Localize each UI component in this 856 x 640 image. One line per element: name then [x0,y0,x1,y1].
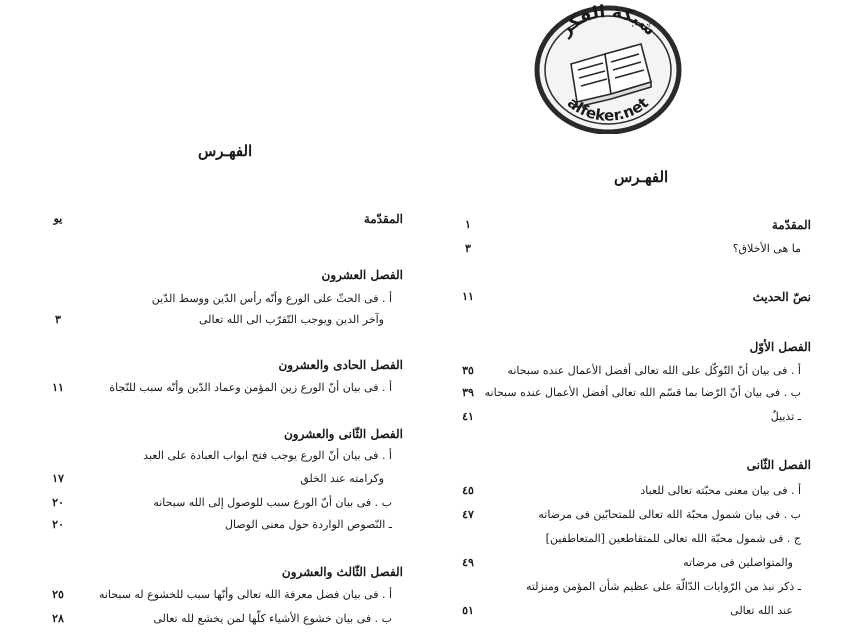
toc-entry-text: عند الله تعالى [730,604,793,617]
toc-entry-row [428,484,856,502]
toc-heading-row [428,290,856,308]
toc-page-number: ٤٧ [462,508,474,521]
toc-entry-row [0,496,428,514]
toc-heading-row [0,358,428,376]
toc-entry-row [0,612,428,630]
toc-entry-text: ج . فى شمول محبّة الله تعالى للمتقاطعين [المتعاطفين] [545,532,801,545]
toc-heading-text: الفصل الحادى والعشرون [278,358,403,372]
toc-entry-row [428,532,856,550]
toc-entry-row [428,410,856,428]
toc-entry-text: وآخر الدين ويوجب التّقرّب الى الله تعالى [199,313,384,326]
toc-entry-text: ب . فى بيان خشوع الأشياء كلّها لمن يخشع لله تعالى [153,612,392,625]
toc-page-number: يو [53,212,63,225]
toc-entry-text: أ . فى بيان أنّ الورع زين المؤمن وعماد الدّين وأنّه سبب للنّجاة [109,381,392,394]
toc-entry-row [428,556,856,574]
toc-entry-text: ـ تذييلٌ [770,410,801,423]
toc-entry-row [0,381,428,399]
toc-entry-text: ـ ذكر نبذ من الرّوايات الدّالّة على عظيم شأن المؤمن ومنزلته [525,580,801,593]
toc-heading-text: الفصل العشرون [321,268,403,282]
toc-entry-row [0,518,428,536]
toc-entry-text: أ . فى بيان أنّ الورع يوجب فتح ابواب العبادة على العبد [143,449,392,462]
stamp-latin-text: alfeker.net [564,93,652,125]
toc-entry-row [0,313,428,331]
toc-entry-text: ما هى الأخلاق؟ [732,242,801,255]
toc-heading-row [0,427,428,445]
toc-page-number: ٣ [465,242,471,255]
toc-heading-row [428,340,856,358]
toc-heading-row [0,565,428,583]
toc-entry-row [0,292,428,310]
toc-heading-text: نصّ الحديث [752,290,811,304]
toc-entry-row [0,472,428,490]
toc-page-number: ١١ [52,381,64,394]
toc-page-number: ٣٥ [462,364,474,377]
toc-page-number: ٣ [55,313,61,326]
toc-heading-text: الفصل الثّانى [746,458,811,472]
left-page-title: الفهـرس [198,142,253,160]
toc-page-number: ١٧ [52,472,64,485]
toc-page-number: ٥١ [462,604,474,617]
toc-heading-row [0,268,428,286]
toc-entry-text: أ . فى الحثّ على الورع وأنّه رأس الدّين ووسط الدّين [151,292,392,305]
toc-page-number: ٢٠ [52,496,64,509]
toc-entry-row [428,242,856,260]
toc-entry-text: ب . فى بيان أنّ الورع سبب للوصول إلى الله سبحانه [153,496,392,509]
right-page-title: الفهـرس [614,168,669,186]
toc-entry-text: أ . فى بيان أنّ التّوكّل على الله تعالى أفضل الأعمال عنده سبحانه [507,364,801,377]
toc-entry-text: والمتواصلين فى مرضاته [683,556,793,569]
toc-page-number: ٢٠ [52,518,64,531]
toc-entry-row [0,449,428,467]
toc-entry-row [428,364,856,382]
toc-entry-text: أ . فى بيان معنى محبّته تعالى للعباد [640,484,801,497]
toc-heading-text: المقدّمة [771,218,811,232]
toc-entry-text: وكرامته عند الخلق [300,472,384,485]
toc-page-number: ٣٩ [462,386,474,399]
alfeker-stamp-logo [533,2,683,134]
toc-heading-text: الفصل الأوّل [749,340,811,354]
toc-entry-text: ب . فى بيان أنّ الرّضا بما قسّم الله تعالى أفضل الأعمال عنده سبحانه [484,386,801,399]
toc-heading-text: الفصل الثّالث والعشرون [281,565,403,579]
stamp-arabic-text: شبكة الفكر [555,2,660,41]
toc-page-number: ١ [465,218,471,231]
toc-entry-text: ـ النّصوص الواردة حول معنى الوصال [224,518,392,531]
toc-page-number: ٤٩ [462,556,474,569]
toc-entry-text: أ . فى بيان فضل معرفة الله تعالى وأنّها سبب للخشوع له سبحانه [98,588,392,601]
toc-entry-text: ب . فى بيان شمول محبّة الله تعالى للمتحابّين فى مرضاته [538,508,801,521]
toc-heading-row [0,212,428,230]
toc-page-number: ١١ [462,290,474,303]
toc-entry-row [0,588,428,606]
toc-entry-row [428,508,856,526]
toc-page-number: ٢٥ [52,588,64,601]
toc-page-number: ٤٥ [462,484,474,497]
toc-heading-row [428,218,856,236]
toc-page-number: ٢٨ [52,612,64,625]
toc-heading-row [428,458,856,476]
right-page [428,0,856,640]
toc-heading-text: الفصل الثّانى والعشرون [283,427,403,441]
toc-entry-row [428,580,856,598]
toc-page-number: ٤١ [462,410,474,423]
toc-entry-row [428,386,856,404]
toc-heading-text: المقدّمة [363,212,403,226]
toc-entry-row [428,604,856,622]
